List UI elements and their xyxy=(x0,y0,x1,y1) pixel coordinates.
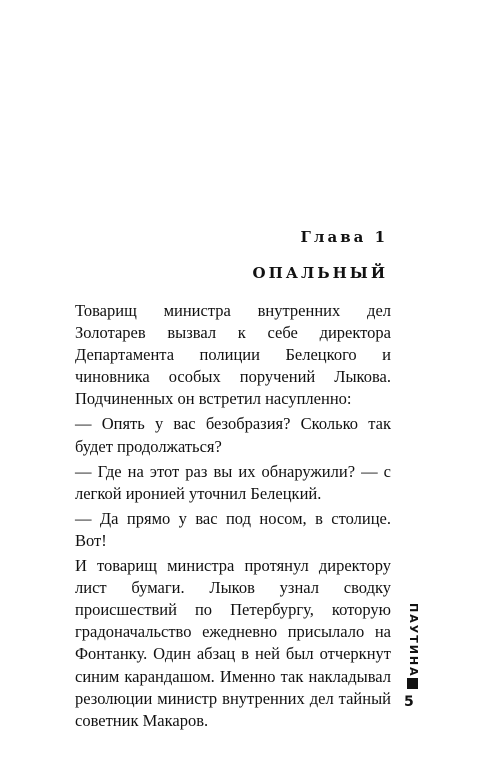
side-tab-label: ПАУТИНА xyxy=(407,603,420,678)
side-tab xyxy=(402,603,422,678)
chapter-label: Глава 1 xyxy=(300,228,388,246)
paragraph-5: И товарищ министра протянул директору лист бумаги. Лыков узнал сводку происшествий по Петербургу, которую градоначальство ежедневно присылало на Фонтанку. Один абзац в ней был отчеркнут синим карандашом. Именно так накладывал резолюции министр внутренних дел тайный советник Макаров. xyxy=(75,556,391,730)
paragraph-2: — Опять у вас безобразия? Сколько так будет продолжаться? xyxy=(75,414,391,456)
page-number: 5 xyxy=(404,694,414,710)
side-square-icon xyxy=(407,678,418,689)
paragraph-4: — Да прямо у вас под носом, в столице. Вот! xyxy=(75,508,391,550)
paragraph-1: Товарищ министра внутренних дел Золотарев вызвал к себе директора Департамента полиции Белецкого и чиновника особых поручений Лыкова. Подчиненных он встретил насупленно: xyxy=(75,301,391,409)
body-text xyxy=(75,300,391,735)
chapter-title: ОПАЛЬНЫЙ xyxy=(252,264,388,282)
paragraph-3: — Где на этот раз вы их обнаружили? — с легкой иронией уточнил Белецкий. xyxy=(75,461,391,503)
